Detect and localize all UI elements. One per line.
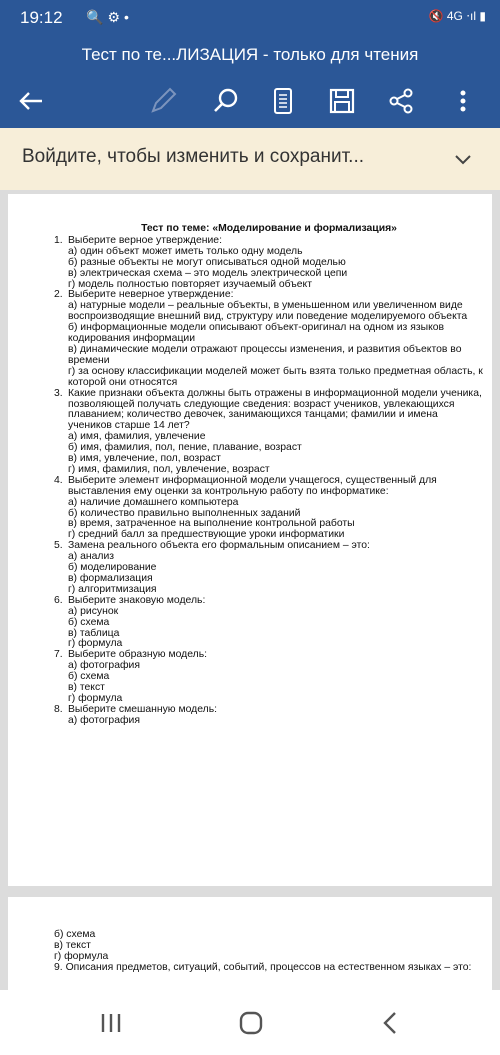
- question-block: [54, 650, 484, 705]
- status-time: 19:12: [20, 8, 63, 27]
- document-page: [8, 194, 492, 886]
- document-icon: [266, 84, 300, 118]
- document-viewer[interactable]: [0, 190, 500, 990]
- chevron-down-icon[interactable]: [454, 150, 472, 168]
- option: в) имя, увлечение, пол, возраст: [68, 453, 221, 465]
- document-page: [8, 897, 492, 990]
- option: а) анализ: [68, 551, 115, 563]
- question-number: 5.: [54, 540, 63, 552]
- reading-view-button[interactable]: [266, 84, 300, 118]
- document-content: [54, 224, 484, 727]
- document-title: Тест по теме: «Моделирование и формализация»: [141, 223, 397, 234]
- settings-icon: ⚙: [107, 9, 124, 25]
- option: в) текст: [54, 939, 91, 951]
- question-text: Выберите верное утверждение:: [68, 234, 222, 246]
- option: г) формула: [54, 950, 109, 962]
- share-button[interactable]: [384, 84, 418, 118]
- save-icon: [325, 84, 359, 118]
- signal-icon: ⋅ıl: [466, 9, 477, 23]
- option: г) имя, фамилия, пол, увлечение, возраст: [68, 463, 270, 475]
- document-content: [54, 930, 484, 974]
- search-icon: 🔍: [86, 9, 108, 25]
- option: б) информационные модели описывают объект-оригинал на одном из языков кодирования информации: [68, 322, 445, 345]
- share-icon: [384, 84, 418, 118]
- window-title: Тест по те...ЛИЗАЦИЯ - только для чтения: [81, 45, 419, 64]
- pencil-icon: [146, 84, 180, 118]
- question-text: Выберите элемент информационной модели учащегося, существенный для выставления ему оценки за контрольную работу по информатике:: [68, 474, 437, 497]
- question-block: [54, 236, 484, 291]
- question: [54, 963, 484, 974]
- question-text: Выберите неверное утверждение:: [68, 289, 234, 301]
- question-text: Описания предметов, ситуаций, событий, процессов на естественном языках – это:: [65, 961, 472, 973]
- question-number: 8.: [54, 703, 63, 715]
- question-number: 7.: [54, 649, 63, 661]
- mute-icon: 🔇: [428, 9, 444, 23]
- toolbar: [0, 74, 500, 128]
- option: б) схема: [54, 929, 96, 940]
- edit-button[interactable]: [146, 84, 180, 118]
- question-block: [54, 389, 484, 476]
- banner-text: Войдите, чтобы изменить и сохранит...: [22, 146, 365, 167]
- question-number: 9.: [54, 961, 63, 973]
- option: б) схема: [68, 616, 110, 628]
- back-chevron-icon: [376, 1008, 406, 1038]
- more-vertical-icon: [446, 84, 480, 118]
- recent-apps-icon: [96, 1008, 126, 1038]
- question-block: [54, 290, 484, 388]
- question-list: [54, 236, 484, 727]
- question-block: [54, 596, 484, 651]
- option: в) таблица: [68, 627, 120, 639]
- question-block: [54, 705, 484, 727]
- notification-icons: [86, 9, 133, 26]
- option: а) рисунок: [68, 605, 119, 617]
- option: а) фотография: [68, 714, 140, 726]
- option: б) количество правильно выполненных заданий: [68, 507, 301, 519]
- option: в) динамические модели отражают процессы изменения, и развития объектов во времени: [68, 343, 462, 366]
- question-number: 1.: [54, 234, 63, 246]
- home-icon: [236, 1008, 266, 1038]
- option: г) формула: [68, 692, 123, 704]
- option: в) электрическая схема – это модель электрической цепи: [68, 267, 348, 279]
- question-text: Выберите образную модель:: [68, 649, 208, 661]
- option: а) наличие домашнего компьютера: [68, 496, 239, 508]
- option: в) текст: [68, 682, 105, 694]
- option: г) средний балл за предшествующие уроки информатики: [68, 529, 345, 541]
- option: в) формализация: [68, 573, 153, 584]
- more-button[interactable]: [446, 84, 480, 118]
- option: б) моделирование: [68, 562, 157, 574]
- option: г) за основу классификации моделей может быть взята только предметная область, к которой они относятся: [68, 365, 483, 388]
- back-button[interactable]: [14, 84, 48, 118]
- question-block: [54, 541, 484, 596]
- sign-in-banner[interactable]: [0, 128, 500, 190]
- search-button[interactable]: [209, 84, 243, 118]
- question-text: Выберите знаковую модель:: [68, 594, 206, 606]
- home-button[interactable]: [236, 1008, 266, 1038]
- option: а) фотография: [68, 660, 140, 672]
- save-button[interactable]: [325, 84, 359, 118]
- status-right: [429, 9, 486, 23]
- question-text: Замена реального объекта его формальным описанием – это:: [68, 540, 370, 552]
- option: а) имя, фамилия, увлечение: [68, 431, 206, 443]
- nav-back-button[interactable]: [376, 1008, 406, 1038]
- option: а) один объект может иметь только одну модель: [68, 245, 303, 257]
- status-bar: [0, 0, 500, 36]
- navigation-bar: [0, 990, 500, 1055]
- question: [54, 389, 484, 433]
- question: [54, 476, 484, 498]
- network-type: 4G: [446, 9, 463, 23]
- option: г) формула: [68, 638, 123, 650]
- option: б) имя, фамилия, пол, пение, плавание, возраст: [68, 442, 302, 454]
- option: б) разные объекты не могут описываться одной моделью: [68, 256, 346, 268]
- option: г) алгоритмизация: [68, 583, 157, 595]
- question-text: Выберите смешанную модель:: [68, 703, 218, 715]
- battery-icon: ▮: [479, 9, 486, 23]
- option: в) время, затраченное на выполнение контрольной работы: [68, 518, 355, 530]
- back-arrow-icon: [14, 84, 48, 118]
- question-number: 3.: [54, 387, 63, 399]
- question-number: 2.: [54, 289, 63, 301]
- option: б) схема: [68, 671, 110, 683]
- option: г) модель полностью повторяет изучаемый объект: [68, 278, 312, 290]
- search-icon: [209, 84, 243, 118]
- question: [54, 541, 484, 552]
- question-number: 6.: [54, 594, 63, 606]
- question: [54, 596, 484, 607]
- question-text: Какие признаки объекта должны быть отражены в информационной модели ученика, позволяющей получать следующие сведения: возраст учеников, увлекающихся плаванием; количество девочек, занимающихся танцами; фамилии и имена учеников старше 14 лет?: [68, 387, 482, 432]
- question-number: 4.: [54, 474, 63, 486]
- dot-icon: •: [124, 9, 133, 25]
- question-block: [54, 476, 484, 541]
- recent-apps-button[interactable]: [96, 1008, 126, 1038]
- option: а) натурные модели – реальные объекты, в уменьшенном или увеличенном виде воспроизводящие внешний вид, структуру или поведение моделируемого объекта: [68, 300, 468, 323]
